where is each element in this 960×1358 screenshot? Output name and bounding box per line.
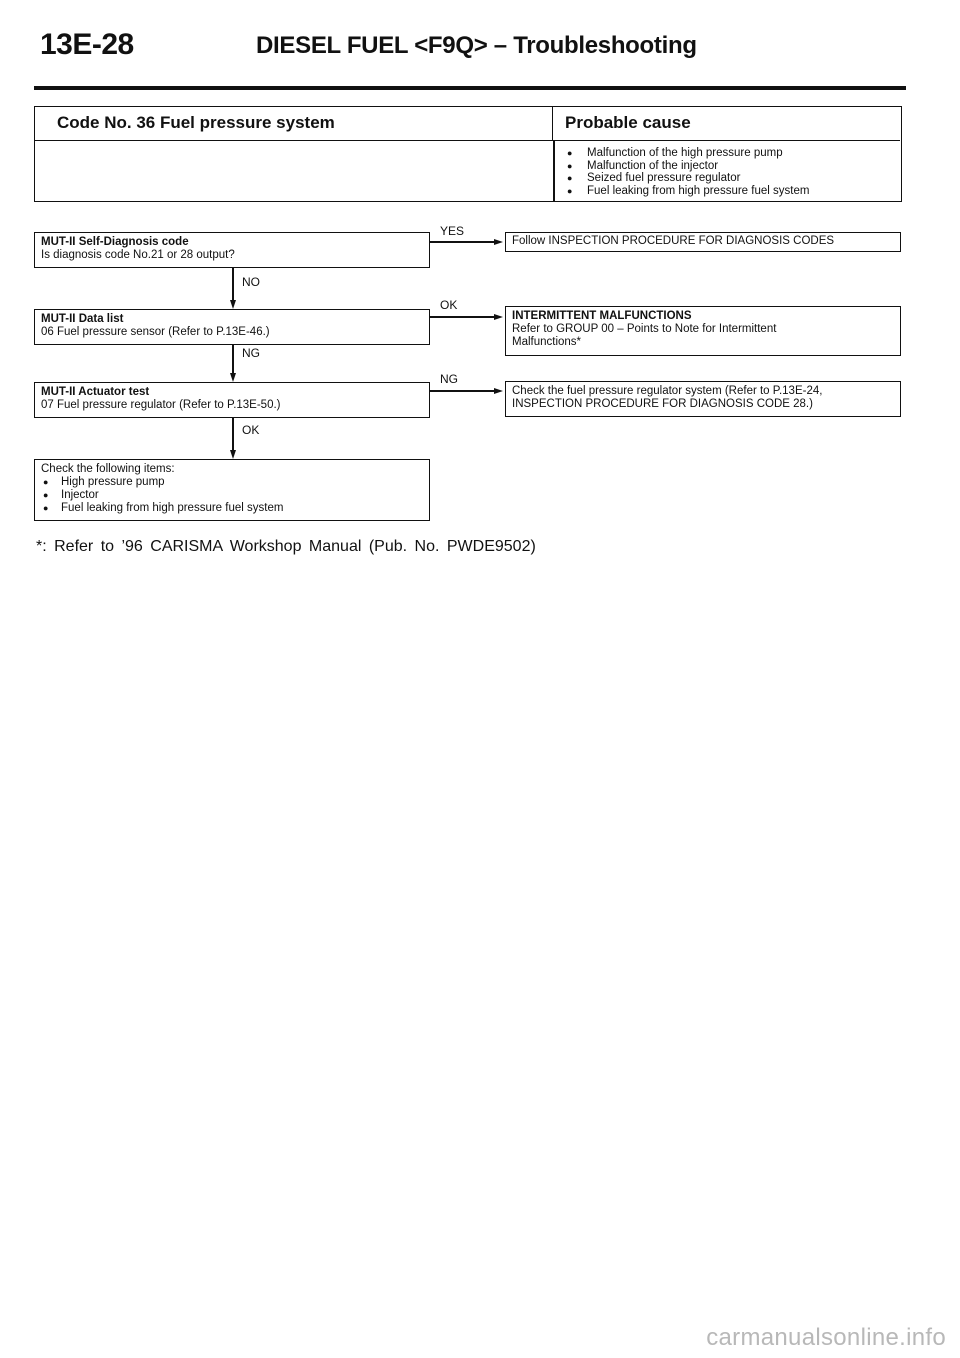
- arrow-right-icon: [494, 239, 503, 245]
- arrow-right-icon: [494, 388, 503, 394]
- ok-label: OK: [242, 423, 260, 437]
- ok-result-line1: Refer to GROUP 00 – Points to Note for Intermittent: [512, 323, 777, 335]
- arrow-down-icon: [230, 450, 236, 459]
- connector-line: [430, 316, 494, 318]
- arrow-down-icon: [230, 373, 236, 382]
- ng-result-line2: INSPECTION PROCEDURE FOR DIAGNOSIS CODE 28.): [512, 398, 813, 410]
- ng-result-line1: Check the fuel pressure regulator system (Refer to P.13E-24,: [512, 385, 823, 397]
- check-item: ● Fuel leaking from high pressure fuel system: [41, 502, 423, 515]
- ok-result-line2: Malfunctions*: [512, 336, 582, 348]
- check-item: ● High pressure pump: [41, 476, 423, 489]
- page-number: 13E-28: [40, 28, 134, 61]
- code-heading: Code No. 36 Fuel pressure system: [35, 107, 553, 141]
- yes-result-text: Follow INSPECTION PROCEDURE FOR DIAGNOSIS CODES: [512, 235, 835, 247]
- connector-line: [232, 418, 234, 451]
- step1-title: MUT-II Self-Diagnosis code: [41, 236, 189, 248]
- cause-item: ● Fuel leaking from high pressure fuel system: [565, 185, 809, 198]
- step1-text: Is diagnosis code No.21 or 28 output?: [41, 249, 235, 261]
- code-table: [34, 106, 902, 202]
- table-divider: [553, 141, 555, 201]
- ok-label: OK: [440, 298, 458, 312]
- step1-box: [34, 232, 430, 268]
- cause-heading: Probable cause: [553, 107, 900, 141]
- cause-item: ● Seized fuel pressure regulator: [565, 172, 809, 185]
- step3-text: 07 Fuel pressure regulator (Refer to P.13E-50.): [41, 399, 281, 411]
- page-title: DIESEL FUEL <F9Q> – Troubleshooting: [256, 32, 697, 59]
- check-item: ● Injector: [41, 489, 423, 502]
- step3-box: [34, 382, 430, 418]
- ok-result-title: INTERMITTENT MALFUNCTIONS: [512, 310, 692, 322]
- footnote: *: Refer to ’96 CARISMA Workshop Manual (Pub. No. PWDE9502): [36, 538, 536, 555]
- cause-item: ● Malfunction of the high pressure pump: [565, 147, 809, 160]
- connector-line: [232, 268, 234, 301]
- step4-title: Check the following items:: [41, 463, 175, 475]
- watermark: carmanualsonline.info: [706, 1324, 946, 1351]
- probable-cause-list: [565, 147, 809, 197]
- step2-text: 06 Fuel pressure sensor (Refer to P.13E-46.): [41, 326, 270, 338]
- ng-result-box: [505, 381, 901, 417]
- cause-item: ● Malfunction of the injector: [565, 160, 809, 173]
- connector-line: [232, 345, 234, 375]
- ng-label: NG: [242, 346, 260, 360]
- ng-label: NG: [440, 372, 458, 386]
- connector-line: [430, 241, 494, 243]
- check-items-list: [41, 476, 423, 515]
- yes-result-box: [505, 232, 901, 252]
- header-rule: [34, 86, 906, 90]
- step2-box: [34, 309, 430, 345]
- yes-label: YES: [440, 224, 465, 238]
- step2-title: MUT-II Data list: [41, 313, 124, 325]
- no-label: NO: [242, 275, 260, 289]
- connector-line: [430, 390, 494, 392]
- ok-result-box: [505, 306, 901, 356]
- arrow-right-icon: [494, 314, 503, 320]
- arrow-down-icon: [230, 300, 236, 309]
- step3-title: MUT-II Actuator test: [41, 386, 150, 398]
- step4-box: [34, 459, 430, 521]
